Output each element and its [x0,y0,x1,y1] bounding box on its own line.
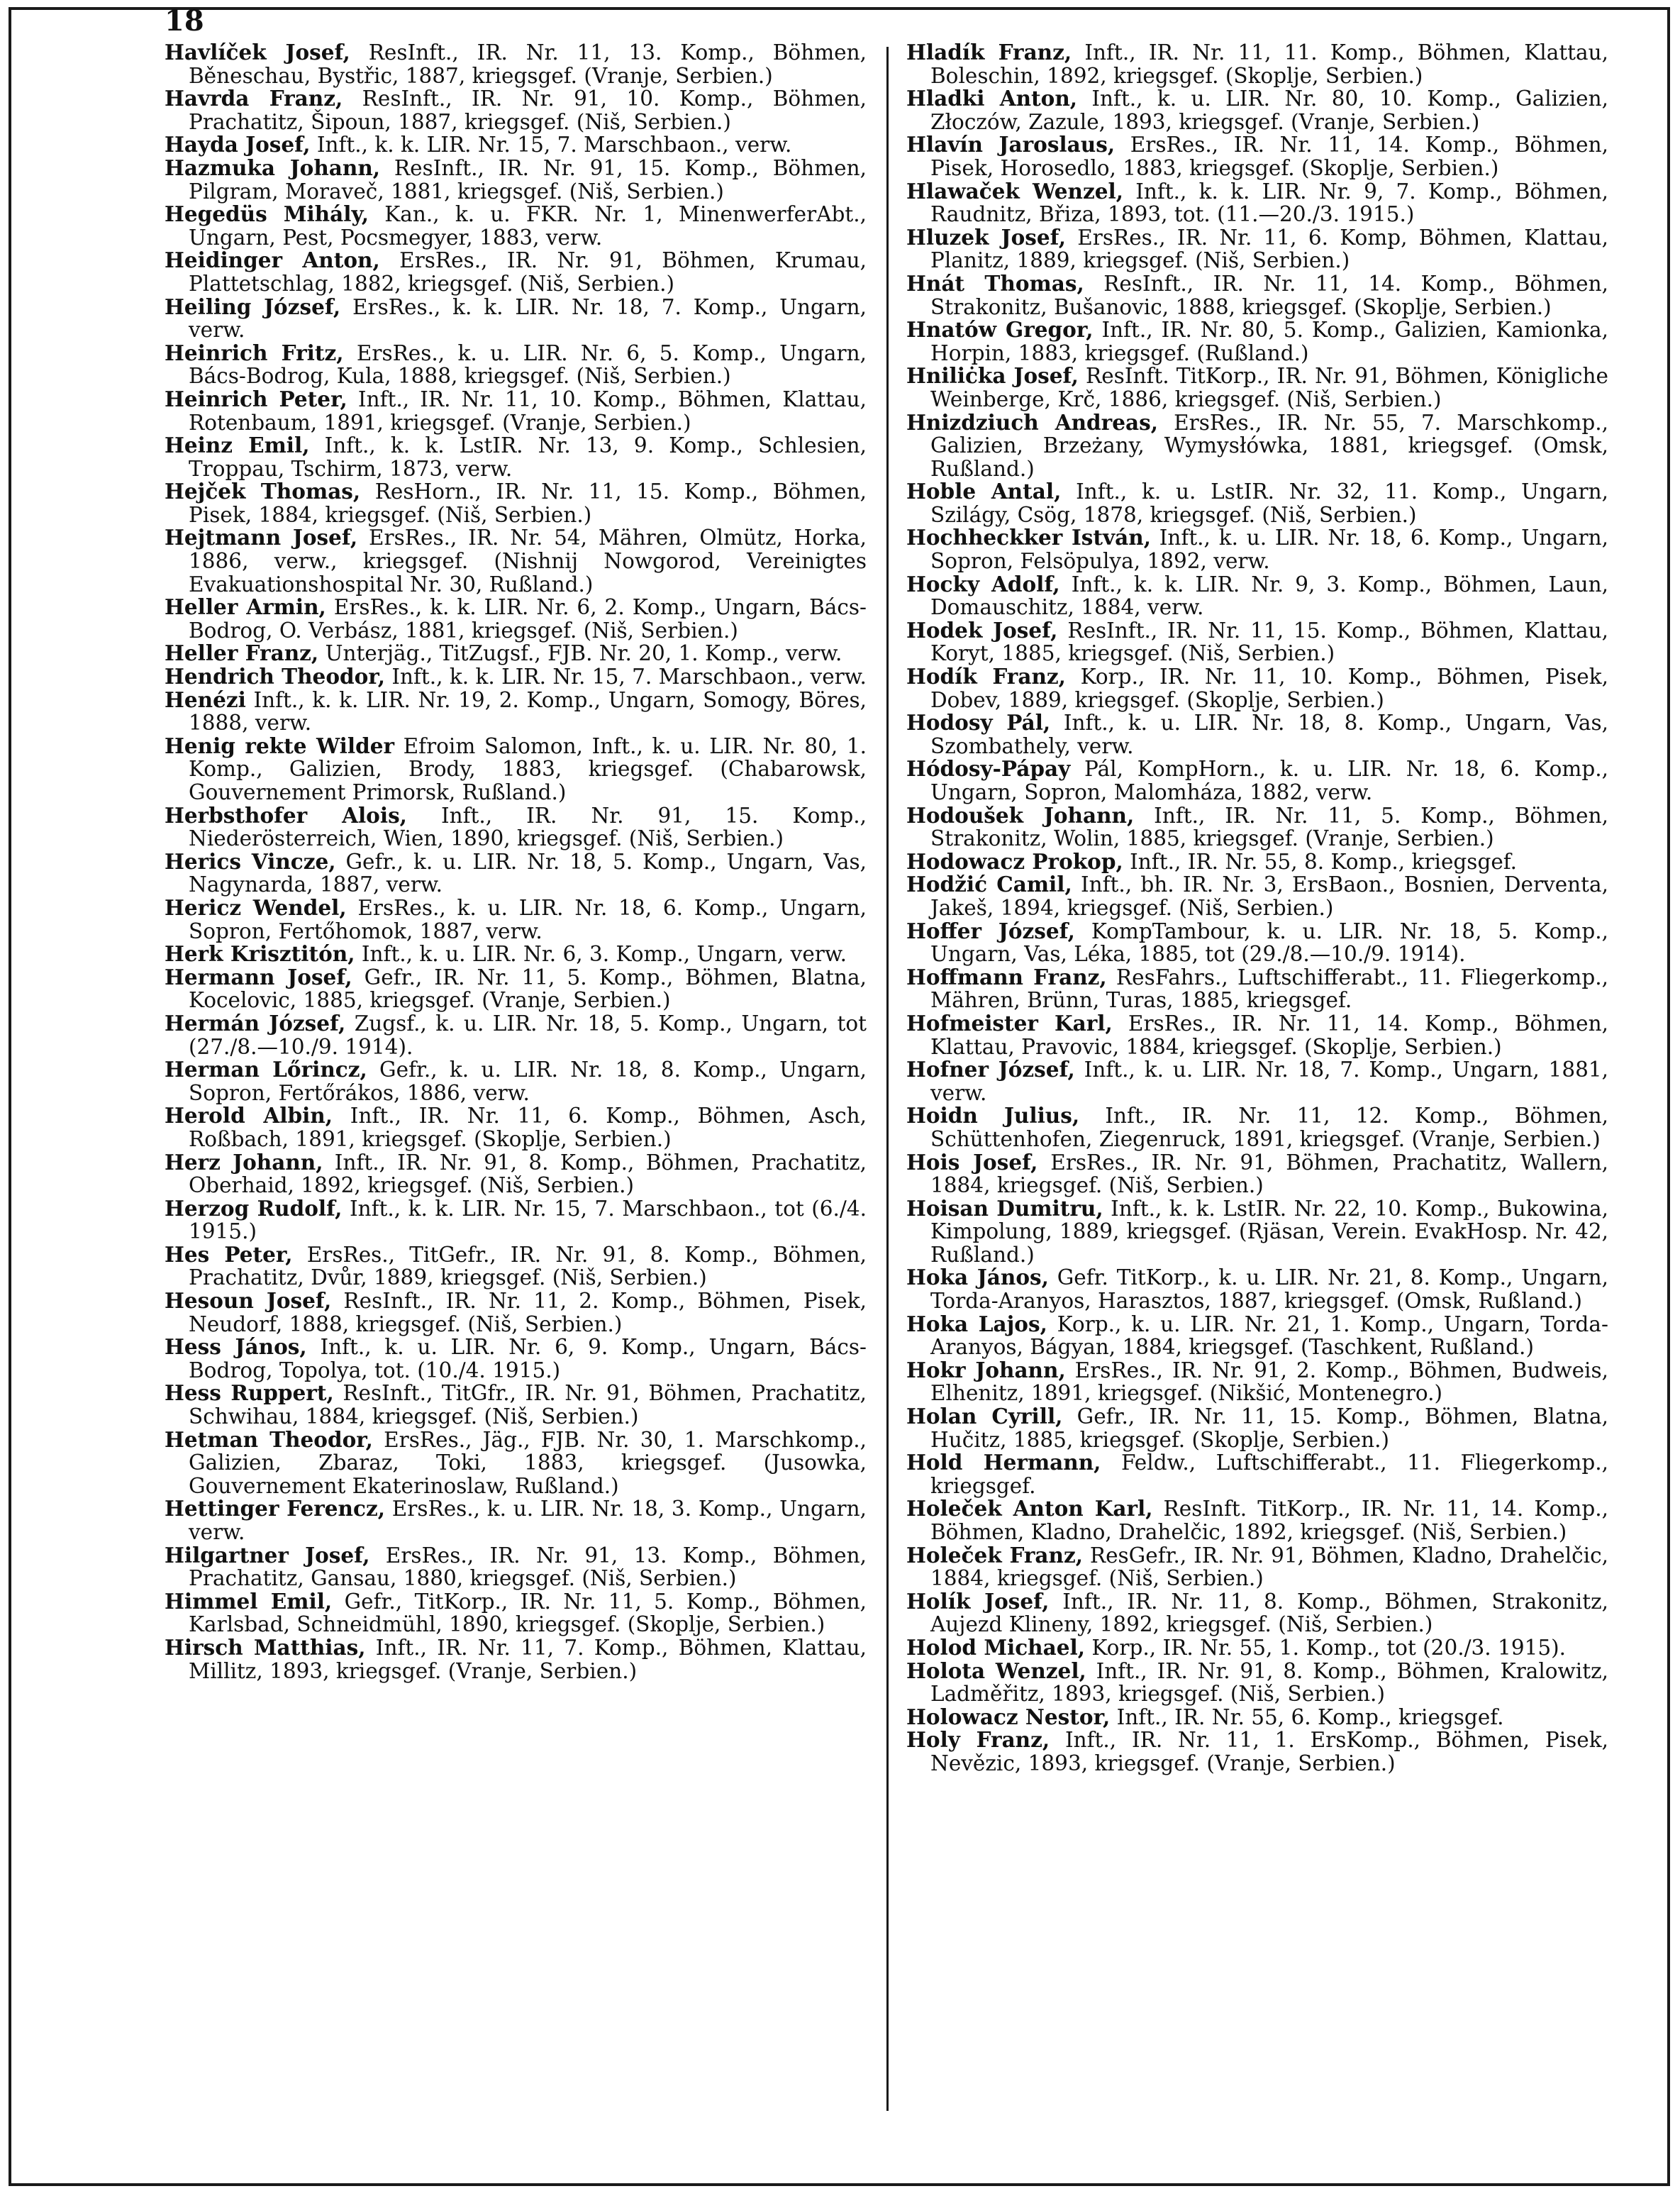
entry [165,388,867,434]
entry-name: Hois Josef, [906,1149,1038,1175]
entry [906,1313,1608,1359]
entry-name: Hnatów Gregor, [906,317,1094,343]
entry [165,157,867,203]
entry-details: ErsRes., k. u. LIR. Nr. 18, 3. Komp., Ungarn, verw. [189,1497,867,1544]
entry [906,711,1608,758]
entry [165,41,867,87]
entry-name: Hegedüs Mihály, [165,201,369,227]
entry-details: Inft., k. u. LIR. Nr. 6, 3. Komp., Ungarn, verw. [355,942,847,967]
entry-details: Feldw., Luftschifferabt., 11. Fliegerkomp., kriegsgef. [930,1451,1608,1498]
entry [906,41,1608,87]
entry [165,1590,867,1636]
entry-name: Hirsch Matthias, [165,1634,366,1660]
entry-name: Heller Franz, [165,640,319,666]
entry-name: Hoka János, [906,1265,1049,1290]
entry-details: ResInft. TitKorp., IR. Nr. 11, 14. Komp., Böhmen, Kladno, Drahelčic, 1892, kriegsgef. (Niš, Serbien.) [930,1497,1608,1544]
entry-name: Hofmeister Karl, [906,1010,1113,1036]
entry-details: Inft., k. u. LIR. Nr. 18, 8. Komp., Ungarn, Vas, Szombathely, verw. [930,711,1608,758]
entry-details: Korp., k. u. LIR. Nr. 21, 1. Komp., Ungarn, Torda-Aranyos, Bágyan, 1884, kriegsgef. (Taschkent, Rußland.) [930,1312,1608,1360]
entry [165,296,867,342]
entry-name: Hold Hermann, [906,1450,1101,1475]
entry-name: Hladki Anton, [906,86,1078,111]
entry [906,411,1608,481]
entry-details: ErsRes., IR. Nr. 54, Mähren, Olmütz, Horka, 1886, verw., kriegsgef. (Nishnij Nowgorod, Vereinigtes Evakuationshospital Nr. 30, Rußland.) [189,526,867,597]
entry-details: Kan., k. u. FKR. Nr. 1, MinenwerferAbt., Ungarn, Pest, Pocsmegyer, 1883, verw. [189,202,867,250]
entry-name: Hódosy-Pápay [906,756,1071,782]
entry-details: Inft., IR. Nr. 11, 5. Komp., Böhmen, Strakonitz, Wolin, 1885, kriegsgef. (Vranje, Serbien.) [930,803,1608,851]
entry [165,735,867,804]
entry-name: Holowacz Nestor, [906,1704,1111,1729]
column-divider [886,47,889,2111]
entry [165,87,867,133]
entry-name: Havrda Franz, [165,86,343,111]
entry-name: Herman Lőrincz, [165,1057,367,1082]
entry-details: ResFahrs., Luftschifferabt., 11. Fliegerkomp., Mähren, Brünn, Turas, 1885, kriegsgef. [930,965,1608,1013]
entry [906,1197,1608,1267]
entry-details: Inft., IR. Nr. 91, 8. Komp., Böhmen, Kralowitz, Ladměřitz, 1893, kriegsgef. (Niš, Serbien.) [930,1658,1608,1707]
entry-details: Inft., bh. IR. Nr. 3, ErsBaon., Bosnien, Derventa, Jakeš, 1894, kriegsgef. (Niš, Serbien.) [930,872,1609,920]
entry [906,526,1608,572]
entry [165,342,867,388]
entry-details: Inft., IR. Nr. 11, 7. Komp., Böhmen, Klattau, Millitz, 1893, kriegsgef. (Vranje, Serbien.) [189,1635,867,1683]
entry-details: Inft., IR. Nr. 55, 8. Komp., kriegsgef. [1123,849,1518,874]
entry-name: Hlavín Jaroslaus, [906,132,1116,157]
entry [906,133,1608,179]
entry [165,804,867,850]
entry [906,758,1608,804]
entry [906,1058,1608,1104]
entry-details: ResInft., IR. Nr. 91, 10. Komp., Böhmen, Prachatitz, Šipoun, 1887, kriegsgef. (Niš, Serbien.) [189,87,867,134]
entry [906,87,1608,133]
entry-name: Hermán József, [165,1010,346,1036]
entry-name: Hniliċka Josef, [906,363,1079,389]
entry-name: Hess Ruppert, [165,1380,334,1406]
entry-details: Gefr., k. u. LIR. Nr. 18, 8. Komp., Ungarn, Sopron, Fertőrákos, 1886, verw. [189,1058,867,1105]
entry [906,1729,1608,1775]
entry [906,920,1608,966]
entry-name: Hofner József, [906,1057,1075,1082]
entry-name: Hayda Josef, [165,132,311,157]
entry [906,1359,1608,1405]
entry-name: Hluzek Josef, [906,224,1066,250]
entry-details: ResHorn., IR. Nr. 11, 15. Komp., Böhmen, Pisek, 1884, kriegsgef. (Niš, Serbien.) [189,479,867,527]
entry-details: Korp., IR. Nr. 11, 10. Komp., Böhmen, Pisek, Dobev, 1889, kriegsgef. (Skoplje, Serbien.) [930,665,1608,712]
entry [165,596,867,642]
entry-name: Heinrich Peter, [165,386,347,411]
entry-details: ErsRes., IR. Nr. 11, 14. Komp., Böhmen, Pisek, Horosedlo, 1883, kriegsgef. (Skoplje, Serbien.) [930,133,1608,180]
entry [165,894,867,943]
entry-name: Henig rekte Wilder [165,733,395,758]
entry-details: Gefr., IR. Nr. 11, 15. Komp., Böhmen, Blatna, Hučitz, 1885, kriegsgef. (Skoplje, Serbien.) [930,1404,1608,1452]
entry [165,642,867,665]
entry-details: Efroim Salomon, Inft., k. u. LIR. Nr. 80, 1. Komp., Galizien, Brody, 1883, kriegsgef. (Chabarowsk, Gouvernement Primorsk, Rußland.) [189,733,867,804]
entry-name: Heiling József, [165,294,341,319]
entry-details: Inft., k. k. LIR. Nr. 9, 3. Komp., Böhmen, Laun, Domauschitz, 1884, verw. [930,572,1608,620]
entry-details: ErsRes., IR. Nr. 11, 14. Komp., Böhmen, Klattau, Pravovic, 1884, kriegsgef. (Skoplje, Serbien.) [930,1011,1608,1059]
entry [906,226,1608,272]
entry [906,804,1608,850]
entry [165,1382,867,1428]
entry [906,850,1608,874]
entry [906,966,1608,1012]
entry-details: ErsRes., IR. Nr. 91, 2. Komp., Böhmen, Budweis, Elhenitz, 1891, kriegsgef. (Nikšić, Montenegro.) [930,1358,1609,1406]
entry [165,480,867,526]
entry-details: Inft., k. k. LstIR. Nr. 22, 10. Komp., Bukowina, Kimpolung, 1889, kriegsgef. (Rjäsan, Verein. EvakHosp. Nr. 42, Rußland.) [930,1196,1608,1267]
entry-name: Herk Krisztitón, [165,941,355,967]
entry-name: Henézi [165,687,246,712]
entry-details: ErsRes., IR. Nr. 55, 7. Marschkomp., Galizien, Brzeżany, Wymysłówka, 1881, kriegsgef. (Omsk, Rußland.) [930,410,1609,481]
entry-name: Herics Vincze, [165,848,336,874]
entry [906,1012,1608,1058]
right-column [906,41,1608,1775]
entry-details: ErsRes., IR. Nr. 91, 13. Komp., Böhmen, Prachatitz, Gansau, 1880, kriegsgef. (Niš, Serbien.) [189,1543,867,1591]
entry-details: Inft., k. k. LIR. Nr. 15, 7. Marschbaon., verw. [384,665,867,689]
entry-details: ErsRes., k. u. LIR. Nr. 6, 5. Komp., Ungarn, Bács-Bodrog, Kula, 1888, kriegsgef. (Niš, Serbien.) [189,340,867,389]
entry-name: Hodžić Camil, [906,872,1072,897]
entry-details: Inft., k. k. LstIR. Nr. 13, 9. Komp., Schlesien, Troppau, Tschirm, 1873, verw. [189,433,867,481]
entry [906,573,1608,619]
entry [165,434,867,480]
entry [165,1544,867,1590]
entry [906,480,1608,526]
entry-details: Inft., IR. Nr. 11, 6. Komp., Böhmen, Asch, Roßbach, 1891, kriegsgef. (Skoplje, Serbien.) [189,1104,867,1151]
entry-name: Holeček Franz, [906,1542,1083,1568]
entry [165,526,867,596]
entry [906,619,1608,665]
entry [165,133,867,157]
entry-name: Hoka Lajos, [906,1311,1047,1336]
entry [906,1706,1608,1729]
entry-details: Inft., IR. Nr. 11, 8. Komp., Böhmen, Strakonitz, Aujezd Klineny, 1892, kriegsgef. (Niš, Serbien.) [930,1589,1609,1637]
entry [906,873,1608,919]
entry [165,665,867,689]
entry-name: Hendrich Theodor, [165,664,385,689]
entry [906,1660,1608,1706]
entry [165,1497,867,1543]
entry-name: Holík Josef, [906,1588,1050,1614]
entry-name: Hes Peter, [165,1241,293,1267]
entry-name: Havlíček Josef, [165,40,350,65]
entry-name: Herzog Rudolf, [165,1195,343,1221]
entry-details: ErsRes., k. k. LIR. Nr. 18, 7. Komp., Ungarn, verw. [189,294,867,343]
entry-name: Hodek Josef, [906,617,1058,643]
entry [165,1243,867,1290]
entry-name: Hettinger Ferencz, [165,1496,385,1521]
entry-details: Inft., k. k. LIR. Nr. 19, 2. Komp., Ungarn, Somogy, Böres, 1888, verw. [189,687,867,736]
entry-details: ResInft., IR. Nr. 11, 13. Komp., Böhmen, Běneschau, Bystřic, 1887, kriegsgef. (Vranje, Serbien.) [189,40,867,88]
entry-name: Hodowacz Prokop, [906,848,1123,874]
entry-name: Heidinger Anton, [165,248,380,273]
entry-details: Inft., IR. Nr. 80, 5. Komp., Galizien, Kamionka, Horpin, 1883, kriegsgef. (Rußland.) [930,318,1608,365]
entry-name: Hochheckker István, [906,525,1151,550]
entry-name: Hericz Wendel, [165,894,347,920]
entry-name: Holan Cyrill, [906,1404,1063,1429]
entry [906,318,1608,365]
entry-details: Korp., IR. Nr. 55, 1. Komp., tot (20./3. 1915). [1084,1635,1567,1660]
entry-details: Inft., k. u. LIR. Nr. 18, 7. Komp., Ungarn, 1881, verw. [930,1058,1609,1105]
entry-details: ResInft., TitGfr., IR. Nr. 91, Böhmen, Prachatitz, Schwihau, 1884, kriegsgef. (Niš, Serbien.) [189,1381,867,1429]
entry [906,272,1608,318]
entry [906,1544,1608,1590]
entry [165,966,867,1012]
entry-details: Gefr., k. u. LIR. Nr. 18, 5. Komp., Ungarn, Vas, Nagynarda, 1887, verw. [189,849,867,897]
entry-name: Hejček Thomas, [165,479,361,504]
entry-details: ResInft., IR. Nr. 11, 2. Komp., Böhmen, Pisek, Neudorf, 1888, kriegsgef. (Niš, Serbien.) [189,1289,867,1336]
entry-name: Hoffmann Franz, [906,964,1107,989]
entry-name: Hnizdziuch Andreas, [906,409,1158,435]
entry-details: Inft., IR. Nr. 11, 11. Komp., Böhmen, Klattau, Boleschin, 1892, kriegsgef. (Skoplje, Serbien.) [930,40,1608,88]
entry-name: Herz Johann, [165,1149,323,1175]
entry-details: Inft., IR. Nr. 11, 1. ErsKomp., Böhmen, Pisek, Nevězic, 1893, kriegsgef. (Vranje, Serbien.) [930,1728,1608,1775]
entry-details: Inft., k. k. LIR. Nr. 9, 7. Komp., Böhmen, Raudnitz, Břiza, 1893, tot. (11.—20./3. 1915.) [930,179,1608,227]
entry-details: Inft., k. u. LIR. Nr. 18, 6. Komp., Ungarn, Sopron, Felsöpulya, 1892, verw. [930,526,1609,574]
entry-details: Unterjäg., TitZugsf., FJB. Nr. 20, 1. Komp., verw. [318,641,842,666]
entry-name: Holota Wenzel, [906,1658,1086,1683]
entry-name: Hodoušek Johann, [906,802,1135,828]
entry [165,1426,867,1498]
entry-name: Hokr Johann, [906,1357,1066,1382]
entry-details: Inft., IR. Nr. 11, 10. Komp., Böhmen, Klattau, Rotenbaum, 1891, kriegsgef. (Vranje, Serbien.) [189,387,867,435]
entry-name: Hoffer József, [906,918,1075,943]
entry [165,1197,867,1243]
entry-details: ResInft., IR. Nr. 11, 14. Komp., Böhmen, Strakonitz, Bušanovic, 1888, kriegsgef. (Skoplje, Serbien.) [930,271,1608,319]
entry-name: Holy Franz, [906,1727,1050,1753]
entry-details: ErsRes., IR. Nr. 91, Böhmen, Krumau, Plattetschlag, 1882, kriegsgef. (Niš, Serbien.) [189,248,867,296]
entry [165,1636,867,1682]
page-number: 18 [165,4,204,38]
entry-details: Gefr., IR. Nr. 11, 5. Komp., Böhmen, Blatna, Kocelovic, 1885, kriegsgef. (Vranje, Serbien.) [189,965,867,1013]
entry [906,1405,1608,1451]
entry-details: Pál, KompHorn., k. u. LIR. Nr. 18, 6. Komp., Ungarn, Sopron, Malomháza, 1882, verw. [930,757,1608,804]
entry-name: Heinz Emil, [165,433,310,458]
entry-details: ResInft., IR. Nr. 91, 15. Komp., Böhmen, Pilgram, Moraveč, 1881, kriegsgef. (Niš, Serbien.) [189,155,867,204]
entry [165,1058,867,1104]
entry-name: Hladík Franz, [906,40,1072,65]
entry-name: Hlawaček Wenzel, [906,178,1123,204]
entry-name: Hess János, [165,1334,307,1360]
entry-details: Inft., IR. Nr. 11, 12. Komp., Böhmen, Schüttenhofen, Ziegenruck, 1891, kriegsgef. (Vranje, Serbien.) [930,1104,1609,1151]
entry [165,1012,867,1058]
entry-details: ErsRes., k. u. LIR. Nr. 18, 6. Komp., Ungarn, Sopron, Fertőhomok, 1887, verw. [189,895,867,943]
entry-details: ErsRes., Jäg., FJB. Nr. 30, 1. Marschkomp., Galizien, Zbaraz, Toki, 1883, kriegsgef. (Jusowka, Gouvernement Ekaterinoslaw, Rußland.) [189,1427,867,1498]
entry-details: Inft., k. u. LstIR. Nr. 32, 11. Komp., Ungarn, Szilágy, Csög, 1878, kriegsgef. (Niš, Serbien.) [930,479,1608,527]
entry-name: Hoisan Dumitru, [906,1195,1103,1221]
entry [165,1151,867,1197]
entry-name: Hnát Thomas, [906,270,1084,296]
entry-details: Zugsf., k. u. LIR. Nr. 18, 5. Komp., Ungarn, tot (27./8.—10./9. 1914). [189,1011,867,1059]
entry [165,1104,867,1150]
entry-name: Himmel Emil, [165,1588,333,1614]
entry-name: Hazmuka Johann, [165,155,381,180]
entry [906,365,1608,411]
entry-details: Inft., k. u. LIR. Nr. 80, 10. Komp., Galizien, Złoczów, Zazule, 1893, kriegsgef. (Vranje, Serbien.) [930,87,1608,134]
entry-name: Hoble Antal, [906,479,1062,504]
entry [906,1636,1608,1660]
entry [165,1290,867,1336]
entry-details: ResInft. TitKorp., IR. Nr. 91, Böhmen, Königliche Weinberge, Krč, 1886, kriegsgef. (Niš, Serbien.) [930,364,1608,411]
entry-name: Holeček Anton Karl, [906,1496,1153,1521]
entry-details: Inft., IR. Nr. 91, 8. Komp., Böhmen, Prachatitz, Oberhaid, 1892, kriegsgef. (Niš, Serbien.) [189,1150,867,1198]
entry-name: Hilgartner Josef, [165,1542,370,1568]
entry-details: ResGefr., IR. Nr. 91, Böhmen, Kladno, Drahelčic, 1884, kriegsgef. (Niš, Serbien.) [930,1543,1608,1591]
entry-name: Hesoun Josef, [165,1288,332,1314]
entry-name: Hodík Franz, [906,664,1066,689]
entry-details: Inft., IR. Nr. 91, 15. Komp., Niederösterreich, Wien, 1890, kriegsgef. (Niš, Serbien.) [189,803,867,851]
entry-name: Hoidn Julius, [906,1103,1080,1128]
entry [906,180,1608,226]
entry [906,1151,1608,1197]
entry-name: Hejtmann Josef, [165,525,358,550]
entry-details: Inft., IR. Nr. 55, 6. Komp., kriegsgef. [1110,1704,1504,1729]
entry-details: Inft., k. k. LIR. Nr. 15, 7. Marschbaon., verw. [310,133,792,157]
entry [165,1336,867,1382]
entry-name: Hermann Josef, [165,964,352,989]
entry [906,1104,1608,1150]
entry [906,1590,1608,1636]
entry-name: Hocky Adolf, [906,571,1060,597]
entry [906,1451,1608,1497]
entry-name: Heller Armin, [165,594,326,620]
entry [906,1266,1608,1312]
entry-details: ResInft., IR. Nr. 11, 15. Komp., Böhmen, Klattau, Koryt, 1885, kriegsgef. (Niš, Serbien.) [930,618,1609,666]
entry-details: ErsRes., IR. Nr. 11, 6. Komp, Böhmen, Klattau, Planitz, 1889, kriegsgef. (Niš, Serbien.) [930,225,1608,273]
entry-details: Inft., k. u. LIR. Nr. 6, 9. Komp., Ungarn, Bács-Bodrog, Topolya, tot. (10./4. 1915.) [189,1335,867,1382]
left-column [165,41,867,1682]
entry-details: ErsRes., TitGefr., IR. Nr. 91, 8. Komp., Böhmen, Prachatitz, Dvůr, 1889, kriegsgef. (Niš, Serbien.) [189,1242,867,1290]
entry [165,850,867,897]
entry-details: Gefr. TitKorp., k. u. LIR. Nr. 21, 8. Komp., Ungarn, Torda-Aranyos, Harasztos, 1887, kriegsgef. (Omsk, Rußland.) [930,1265,1609,1314]
entry-details: KompTambour, k. u. LIR. Nr. 18, 5. Komp., Ungarn, Vas, Léka, 1885, tot (29./8.—10./9. 1914). [930,919,1609,967]
entry [165,943,867,966]
entry [165,203,867,249]
entry-name: Herold Albin, [165,1103,333,1128]
entry-name: Holod Michael, [906,1634,1085,1660]
entry-details: Inft., k. k. LIR. Nr. 15, 7. Marschbaon., tot (6./4. 1915.) [189,1196,867,1244]
entry-name: Heinrich Fritz, [165,340,344,365]
entry-details: ErsRes., k. k. LIR. Nr. 6, 2. Komp., Ungarn, Bács-Bodrog, O. Verbász, 1881, kriegsgef. (Niš, Serbien.) [189,595,867,643]
entry [906,1497,1608,1543]
entry-name: Herbsthofer Alois, [165,802,407,828]
entry-details: Gefr., TitKorp., IR. Nr. 11, 5. Komp., Böhmen, Karlsbad, Schneidmühl, 1890, kriegsgef. (Skoplje, Serbien.) [189,1589,867,1637]
entry-details: ErsRes., IR. Nr. 91, Böhmen, Prachatitz, Wallern, 1884, kriegsgef. (Niš, Serbien.) [930,1150,1608,1198]
entry-name: Hetman Theodor, [165,1426,373,1452]
entry-name: Hodosy Pál, [906,710,1051,736]
entry [165,249,867,295]
entry [165,689,867,735]
entry [906,665,1608,711]
